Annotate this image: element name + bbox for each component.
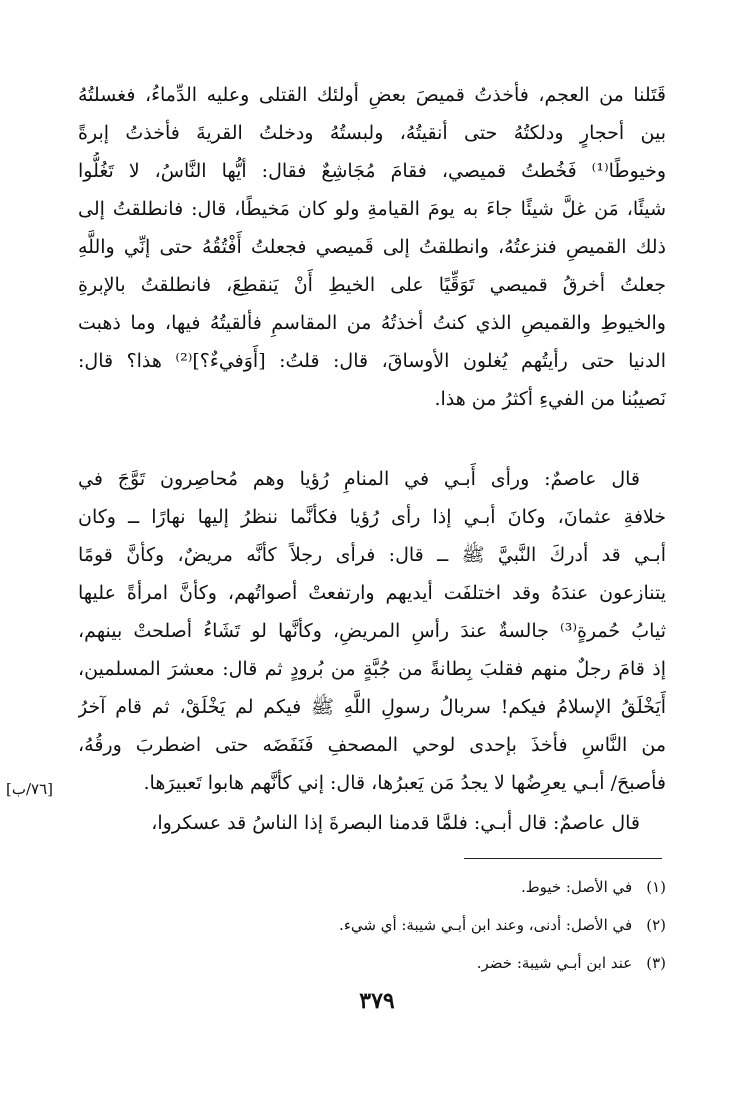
folio-margin-note: [٧٦/ب] (6, 780, 54, 798)
text-line: بين أحجارٍ ودلكتُهُ حتى أنقيتُهُ، ولبستُهُ ودخلتُ القريةَ فأخذتُ إبرةً (78, 122, 666, 144)
text-line: قال عاصمٌ: ورأى أَبـي في المنامِ رُؤيا وهم مُحاصِرون تَوَّجَ في (78, 468, 640, 490)
text-line: أبـي قد أدركَ النَّبيَّ ﷺ ــ قال: فرأى رجلاً كأنَّه مريضٌ، وكأنَّ قومًا (78, 544, 666, 566)
text-line: فأصبحَ/ أبـي يعرِضُها لا يجدُ مَن يَعبرُها، قال: إني كأنَّهم هابوا تَعبيرَها. (143, 772, 666, 794)
text-line: شيئًا، مَن غلَّ شيئًا جاءَ به يومَ القيامةِ ولو كان مَخيطًا، قال: فانطلقتُ إلى (78, 198, 666, 220)
paragraph-3 (78, 804, 666, 842)
text-line: خلافةِ عثمانَ، وكانَ أبـي إذا رأى رُؤيا فكأنَّما ننظرُ إليها نهارًا ــ وكان (78, 506, 666, 528)
footnote-separator (464, 858, 662, 859)
text-line: ذلك القميصِ فنزعتُهُ، وانطلقتُ إلى قَميصي فجعلتُ أَفْتُقُهُ حتى إنِّي واللَّهِ (78, 236, 666, 258)
footnotes (240, 868, 666, 982)
footnote-number: (٣) (646, 954, 666, 972)
footnote-text: عند ابن أبـي شيبة: خضر. (476, 954, 633, 972)
text-line: الدنيا حتى رأيتُهم يُغلون الأوساقَ، قال: قلتُ: [أَوَفيءٌ؟]⁽²⁾ هذا؟ قال: (78, 350, 666, 372)
page-number: ٣٧٩ (359, 988, 395, 1014)
footnote-number: (٢) (646, 916, 666, 934)
paragraph-2 (78, 460, 666, 802)
footnote-item (240, 944, 666, 982)
footnote-item (240, 868, 666, 906)
text-line: من النَّاسِ فأخذَ بإحدى لوحي المصحفِ فَنَفَضَه حتى اضطربَ ورقُهُ، (78, 734, 666, 756)
text-line: قال عاصمٌ: قال أبـي: فلمَّا قدمنا البصرةَ إذا الناسُ قد عسكروا، (151, 812, 640, 834)
paragraph-1 (78, 76, 666, 418)
text-line: جعلتُ أخرقُ قميصي تَوَقِّيًا على الخيطِ أَنْ يَنقطِعَ، فانطلقتُ بالإبرةِ (78, 274, 666, 296)
text-line: ثيابُ حُمرةٍ⁽³⁾ جالسةٌ عندَ رأسِ المريضِ، وكأنَّها لو تَشَاءُ أصلحتْ بينهم، (78, 620, 666, 642)
text-line: وخيوطًا⁽¹⁾ فَخُطتُ قميصي، فقامَ مُجَاشِعٌ فقال: أيُّها النَّاسُ، لا تَغُلُّوا (78, 160, 666, 182)
text-line: نَصيبُنا من الفيءِ أكثرُ من هذا. (434, 388, 666, 410)
footnote-number: (١) (646, 878, 666, 896)
text-line: إذ قامَ رجلٌ منهم فقلبَ بِطانةً من جُبَّةٍ من بُرودٍ ثم قال: معشرَ المسلمين، (78, 658, 666, 680)
footnote-text: في الأصل: أدنى، وعند ابن أبـي شيبة: أي شيء. (339, 916, 633, 934)
footnote-text: في الأصل: خيوط. (520, 878, 633, 896)
text-line: قَتَلنا من العجم، فأخذتُ قميصَ بعضِ أولئك القتلى وعليه الدِّماءُ، فغسلتُهُ (78, 84, 666, 106)
text-line: والخيوطِ والقميصِ الذي كنتُ أخذتُهُ من المقاسمِ فألقيتُهُ فيها، وما ذهبت (78, 312, 666, 334)
text-line: يتنازعون عندَهُ وقد اختلفَت أيديهم وارتفعتْ أصواتُهم، وكأنَّ امرأةً عليها (78, 582, 666, 604)
text-line: أَيَخْلَقُ الإسلامُ فيكم! سربالُ رسولِ اللَّهِ ﷺ فيكم لم يَخْلَقْ، ثم قام آخرُ (78, 696, 666, 718)
footnote-item (240, 906, 666, 944)
